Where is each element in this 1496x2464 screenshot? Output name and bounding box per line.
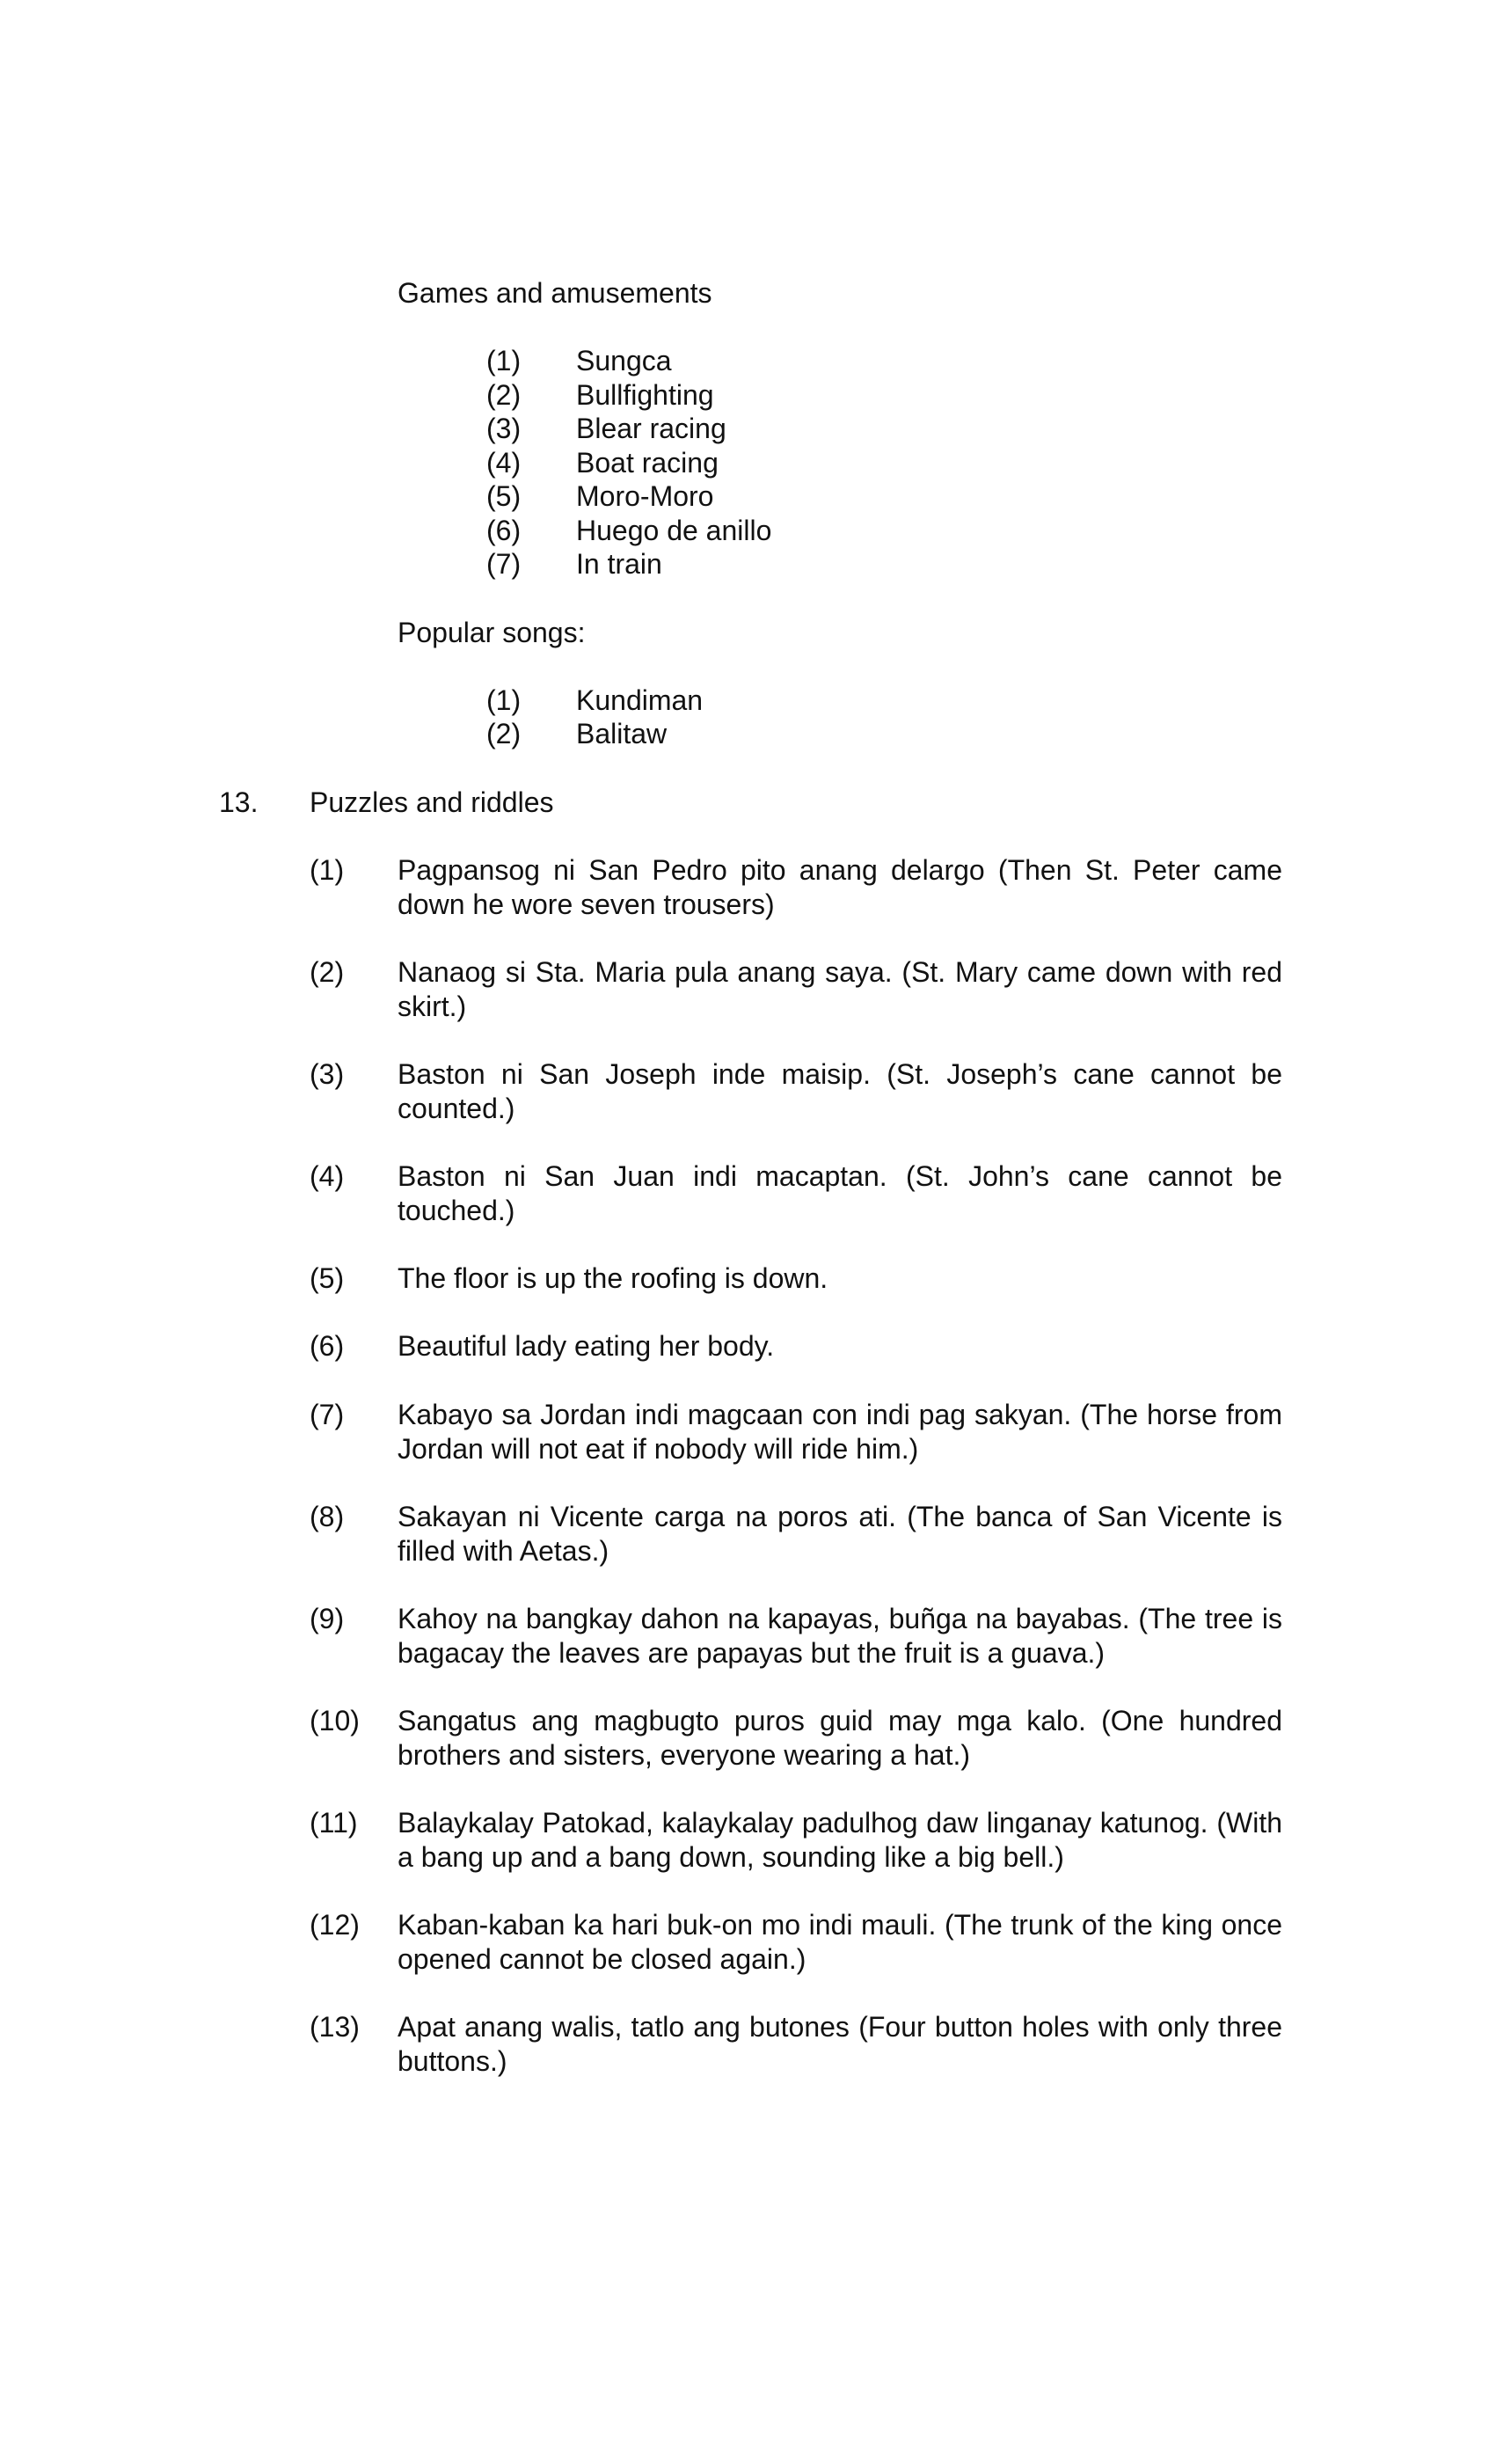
riddle-text: Balaykalay Patokad, kalaykalay padulhog daw linganay katunog. (With a bang up and a bang down, sounding like a big bell.) — [398, 1807, 1282, 1873]
section-number: 13. — [219, 786, 259, 818]
riddle-number: (5) — [310, 1262, 345, 1294]
songs-item-text: Balitaw — [576, 718, 668, 749]
riddle-text: Kabayo sa Jordan indi magcaan con indi pag sakyan. (The horse from Jordan will not eat if nobody will ride him.) — [398, 1399, 1282, 1465]
riddle-number: (9) — [310, 1603, 345, 1634]
games-item-text: Blear racing — [576, 413, 726, 444]
riddle-number: (4) — [310, 1160, 345, 1192]
riddle-text: Baston ni San Juan indi macaptan. (St. John’s cane cannot be touched.) — [398, 1160, 1282, 1226]
riddle-text: Beautiful lady eating her body. — [398, 1330, 775, 1362]
riddle-number: (10) — [310, 1705, 360, 1736]
games-item-text: In train — [576, 548, 662, 580]
games-item-number: (1) — [486, 345, 522, 377]
riddle-text: Kahoy na bangkay dahon na kapayas, buñga na bayabas. (The tree is bagacay the leaves are papayas but the fruit is a guava.) — [398, 1603, 1282, 1669]
games-item-number: (7) — [486, 548, 522, 580]
games-item-text: Bullfighting — [576, 379, 714, 411]
songs-item-number: (1) — [486, 684, 522, 716]
riddle-number: (7) — [310, 1399, 345, 1430]
riddle-text: Nanaog si Sta. Maria pula anang saya. (St. Mary came down with red skirt.) — [398, 956, 1282, 1022]
songs-heading: Popular songs: — [398, 617, 586, 648]
games-item-text: Moro-Moro — [576, 480, 714, 512]
riddle-number: (8) — [310, 1501, 345, 1532]
section-title: Puzzles and riddles — [310, 786, 554, 818]
songs-item-number: (2) — [486, 718, 522, 749]
riddle-text: The floor is up the roofing is down. — [398, 1262, 828, 1294]
games-heading: Games and amusements — [398, 277, 712, 309]
games-item-number: (2) — [486, 379, 522, 411]
riddle-text: Sangatus ang magbugto puros guid may mga kalo. (One hundred brothers and sisters, everyone wearing a hat.) — [398, 1705, 1282, 1771]
songs-item-text: Kundiman — [576, 684, 704, 716]
riddle-text: Pagpansog ni San Pedro pito anang delargo (Then St. Peter came down he wore seven trousers) — [398, 854, 1282, 920]
games-item-number: (5) — [486, 480, 522, 512]
riddle-number: (2) — [310, 956, 345, 988]
riddle-number: (1) — [310, 854, 345, 886]
games-item-text: Boat racing — [576, 447, 719, 479]
riddle-text: Sakayan ni Vicente carga na poros ati. (The banca of San Vicente is filled with Aetas.) — [398, 1501, 1282, 1567]
riddle-number: (12) — [310, 1909, 360, 1941]
games-item-text: Sungca — [576, 345, 672, 377]
riddle-text: Kaban-kaban ka hari buk-on mo indi mauli. (The trunk of the king once opened cannot be closed again.) — [398, 1909, 1282, 1975]
riddle-text: Baston ni San Joseph inde maisip. (St. Joseph’s cane cannot be counted.) — [398, 1058, 1282, 1124]
riddle-number: (11) — [310, 1807, 358, 1839]
games-item-number: (4) — [486, 447, 522, 479]
games-item-number: (6) — [486, 515, 522, 546]
riddle-text: Apat anang walis, tatlo ang butones (Four button holes with only three buttons.) — [398, 2011, 1282, 2077]
games-item-number: (3) — [486, 413, 522, 444]
riddle-number: (13) — [310, 2011, 360, 2043]
games-item-text: Huego de anillo — [576, 515, 772, 546]
riddle-number: (6) — [310, 1330, 345, 1362]
riddle-number: (3) — [310, 1058, 345, 1090]
